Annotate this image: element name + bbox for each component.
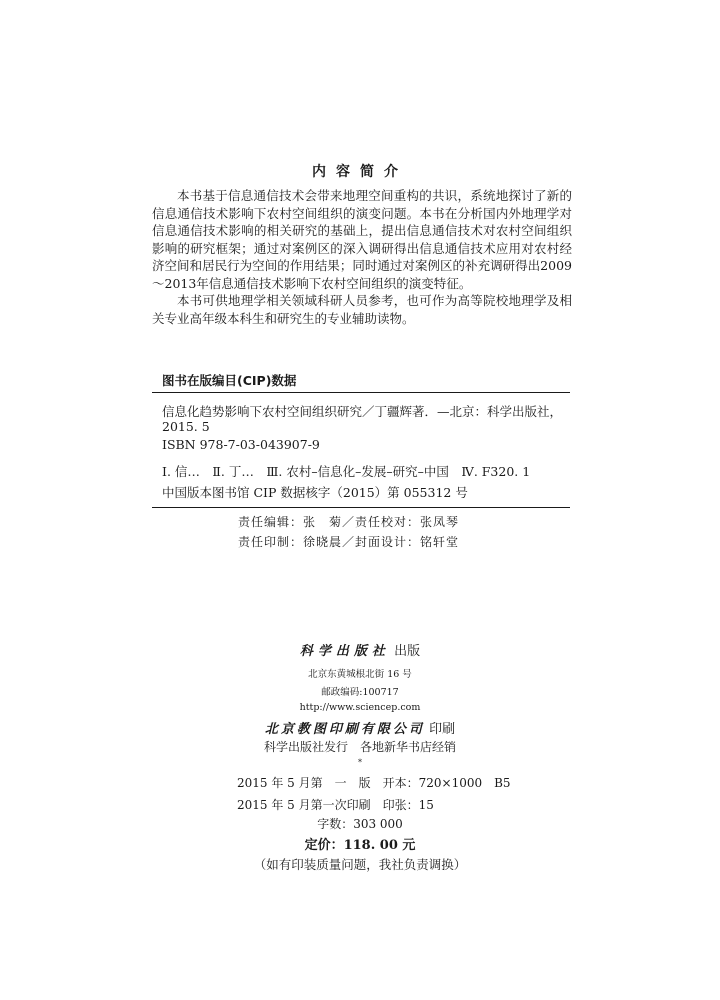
price: 定价：118. 00 元	[304, 838, 416, 853]
printer-line	[0, 718, 720, 737]
cip-isbn: ISBN 978-7-03-043907-9	[162, 437, 320, 452]
intro-title: 内容简介	[312, 164, 408, 180]
cip-verification: 中国版本图书馆 CIP 数据核字（2015）第 055312 号	[162, 485, 468, 500]
cip-title-line: 信息化趋势影响下农村空间组织研究／丁疆辉著．—北京：科学出版社，	[162, 404, 563, 419]
printer-suffix: 印刷	[429, 722, 456, 737]
cip-top-rule	[152, 392, 570, 393]
publisher-line	[0, 640, 720, 659]
publisher-suffix: 出版	[394, 644, 421, 659]
publisher-name: 科学出版社	[299, 644, 390, 659]
distribution-line: 科学出版社发行 各地新华书店经销	[263, 740, 456, 754]
cip-heading: 图书在版编目(CIP)数据	[162, 373, 297, 388]
intro-paragraph: 本书基于信息通信技术会带来地理空间重构的共识，系统地探讨了新的信息通信技术影响下农村空间组织的演变问题。本书在分析国内外地理学对信息通信技术影响的相关研究的基础上，提出信息通信技术对农村空间组织影响的研究框架；通过对案例区的深入调研得出信息通信技术应用对农村经济空间和居民行为空间的作用结果；同时通过对案例区的补充调研得出2009～2013年信息通信技术影响下农村空间组织的演变特征。	[152, 188, 572, 291]
publisher-address: 北京东黄城根北街 16 号	[308, 669, 412, 680]
intro-paragraph: 本书可供地理学相关领域科研人员参考，也可作为高等院校地理学及相关专业高年级本科生和研究生的专业辅助读物。	[152, 293, 572, 326]
cip-classification: Ⅰ. 信… Ⅱ. 丁… Ⅲ. 农村–信息化–发展–研究–中国 Ⅳ. F320. 1	[162, 464, 531, 479]
credits-block	[238, 512, 459, 552]
credits-line-production: 责任印制：徐晓晨／封面设计：铭轩堂	[238, 535, 460, 549]
publisher-postcode: 邮政编码:100717	[321, 687, 399, 698]
word-count: 字数：303 000	[317, 817, 403, 831]
cip-date-line: 2015. 5	[162, 419, 210, 434]
credits-line-editors: 责任编辑：张 菊／责任校对：张凤琴	[238, 515, 460, 529]
printer-name: 北京教图印刷有限公司	[264, 722, 425, 737]
cip-bottom-rule	[152, 507, 570, 508]
separator-star: *	[358, 758, 362, 767]
quality-note: （如有印装质量问题，我社负责调换）	[253, 857, 467, 872]
printing-line: 2015 年 5 月第一次印刷 印张：15	[237, 798, 434, 812]
intro-body	[152, 187, 572, 327]
edition-line: 2015 年 5 月第 一 版 开本：720×1000 B5	[237, 776, 511, 790]
publisher-url: http://www.sciencep.com	[299, 702, 421, 713]
